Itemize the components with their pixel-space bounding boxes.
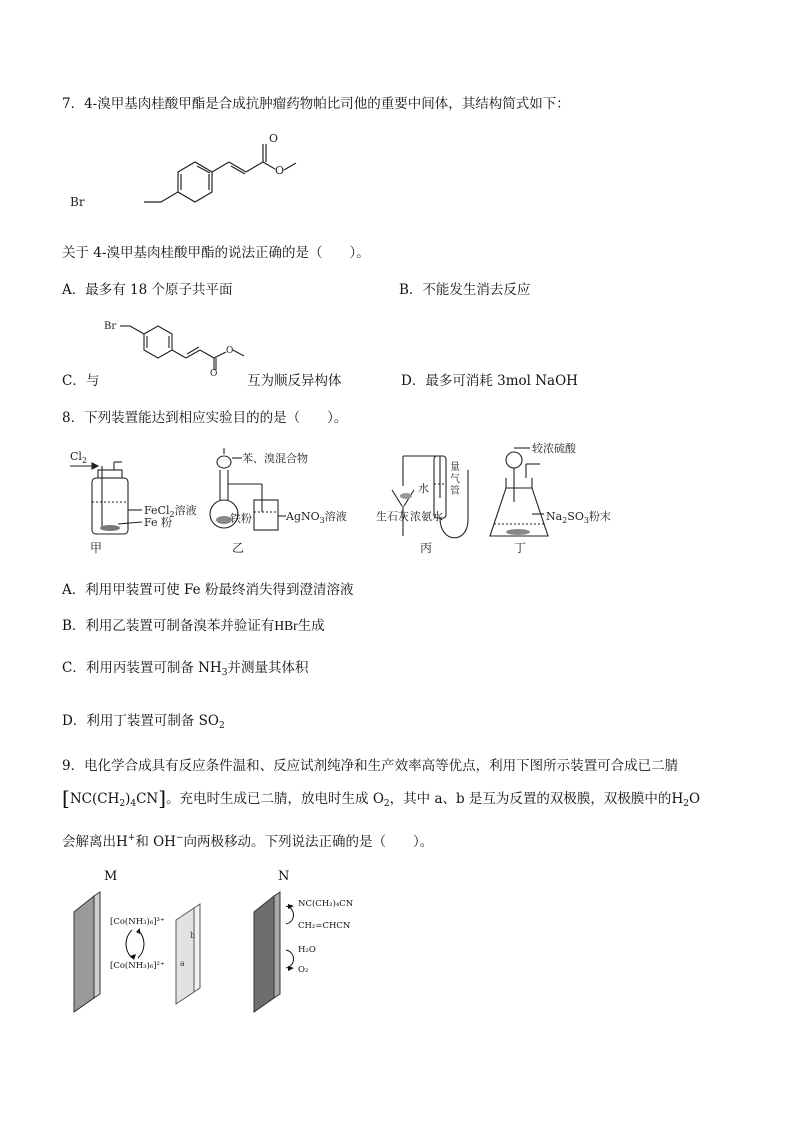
h2o-label: H₂O: [298, 945, 316, 955]
q7-option-c-prefix: C．与: [62, 373, 100, 389]
q8-option-c: C．利用丙装置可制备 $NH_3$并测量其体积: [62, 660, 309, 678]
svg-text:O: O: [210, 369, 218, 379]
svg-text:Na2SO3粉末: $Na_2SO_3$粉末: [546, 510, 611, 525]
q7-option-d: D．最多可消耗 3mol NaOH: [401, 373, 578, 389]
svg-text:O: O: [269, 132, 279, 145]
yi-agno3-label: AgNO: [286, 510, 320, 523]
membrane-a-label: a: [180, 959, 185, 968]
bing-tube-2: 气: [450, 474, 460, 485]
q7-question: 关于 4-溴甲基肉桂酸甲酯的说法正确的是（ ）。: [62, 245, 370, 261]
bing-cao-label: 生石灰: [376, 510, 409, 523]
ding-na2so3-label: Na: [546, 510, 563, 523]
bing-water-label: 水: [418, 482, 429, 495]
q8-apparatus-figure: [62, 440, 622, 558]
yi-fe-label: 铁粉: [230, 512, 252, 525]
q9-line-2: $[NC(CH_2)_4CN]$。充电时生成已二腈，放电时生成 $O_2$，其中 a、b 是互为反置的双极膜，双极膜中的$H_2O$: [62, 786, 701, 810]
jia-label: 甲: [90, 541, 103, 555]
bing-tube-1: 量: [450, 462, 460, 473]
q7-option-b: B．不能发生消去反应: [399, 282, 531, 298]
co2-label: [Co(NH₃)₆]²⁺: [110, 961, 165, 971]
ding-acid-label: 较浓硫酸: [532, 442, 576, 455]
q7-option-c-structure: [90, 312, 260, 379]
bing-label: 丙: [420, 541, 433, 555]
adiponitrile-label: NC(CH₂)₄CN: [298, 899, 354, 909]
svg-text:AgNO3溶液: AgNO$_3$溶液: [286, 510, 347, 525]
jia-cl2-label: Cl: [70, 450, 82, 463]
membrane-b-label: b: [190, 931, 196, 940]
o2-label: O₂: [298, 965, 309, 975]
jia-fe-label: Fe 粉: [144, 516, 173, 529]
bing-nh3-label: 浓氨水: [410, 510, 443, 523]
q7-c-br-label: Br: [104, 321, 117, 332]
q8-stem: 8．下列装置能达到相应实验目的的是（ ）。: [62, 410, 348, 426]
q7-structure-figure: [60, 132, 285, 214]
svg-text:Cl2: $Cl_2$: [70, 450, 88, 465]
electrode-m-label: M: [104, 869, 118, 884]
q8-option-d: D．利用丁装置可制备 $SO_2$: [62, 713, 225, 731]
q9-line-3: 会解离出H+和 OH−向两极移动。下列说法正确的是（ ）。: [62, 833, 434, 850]
q7-option-a: A．最多有 18 个原子共平面: [62, 282, 233, 298]
yi-top-label: 苯、溴混合物: [242, 452, 308, 465]
svg-text:FeCl2溶液: FeCl$_2$溶液: [144, 504, 197, 519]
svg-text:O: O: [226, 346, 234, 356]
yi-label: 乙: [232, 541, 245, 555]
co3-label: [Co(NH₃)₆]³⁺: [110, 917, 165, 927]
q8-option-a: A．利用甲装置可使 Fe 粉最终消失得到澄清溶液: [62, 582, 354, 598]
ding-label: 丁: [514, 541, 527, 555]
jia-fecl2-label: FeCl: [144, 504, 170, 517]
q7-br-label: Br: [70, 195, 85, 209]
q7-stem: 7．4-溴甲基肉桂酸甲酯是合成抗肿瘤药物帕比司他的重要中间体，其结构简式如下：: [62, 96, 570, 112]
q9-cell-figure: [66, 866, 376, 1014]
q8-option-b: B．利用乙装置可制备溴苯并验证有HBr生成: [62, 618, 325, 634]
q7-option-c-suffix: 互为顺反异构体: [247, 373, 342, 389]
bing-tube-3: 管: [450, 486, 460, 497]
acrylonitrile-label: CH₂=CHCN: [298, 921, 351, 931]
electrode-n-label: N: [278, 869, 290, 884]
q9-line-1: 9．电化学合成具有反应条件温和、反应试剂纯净和生产效率高等优点，利用下图所示装置可合成已二腈: [62, 758, 679, 774]
svg-text:O: O: [275, 164, 285, 177]
